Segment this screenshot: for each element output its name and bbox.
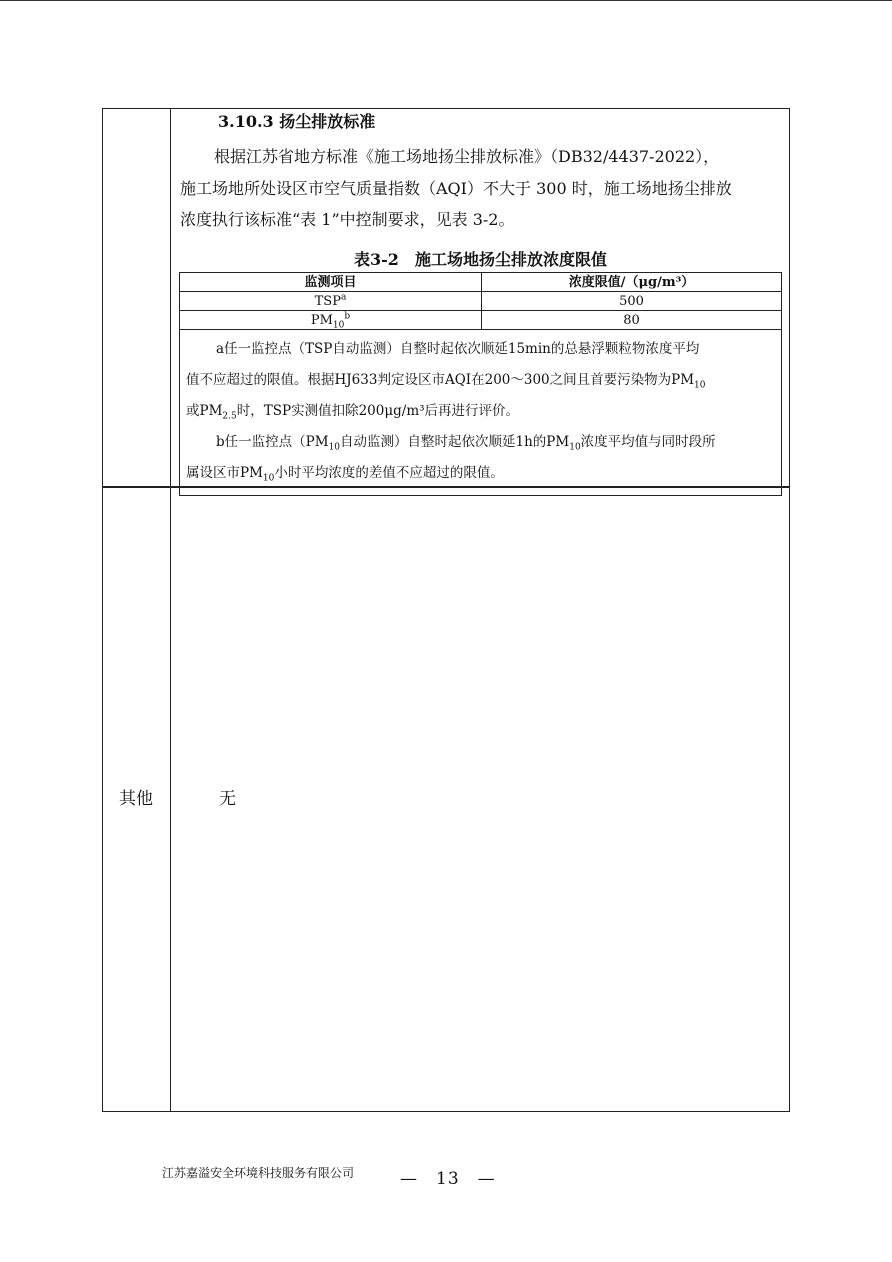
table-row <box>180 311 782 330</box>
column-divider <box>170 108 171 1112</box>
note-line: 值不应超过的限值。根据HJ633判定设区市AQI在200～300之间且首要污染物为$PM_{10}$ <box>186 372 706 391</box>
top-border-line <box>0 0 892 1</box>
paragraph-line: 浓度执行该标准“表 1”中控制要求，见表 3-2。 <box>180 210 515 229</box>
paragraph-line: 根据江苏省地方标准《施工场地扬尘排放标准》（DB32/4437-2022）， <box>214 147 720 166</box>
header-concentration-limit: 浓度限值/（μg/m³） <box>482 273 782 292</box>
table-header-row <box>180 273 782 292</box>
cell-item: $PM_{10}^b$ <box>180 311 482 330</box>
note-line: a任一监控点（TSP自动监测）自整时起依次顺延15min的总悬浮颗粒物浓度平均 <box>216 341 700 357</box>
cell-value: 500 <box>482 292 782 311</box>
other-label: 其他 <box>119 789 153 809</box>
note-line: 属设区市$PM_{10}$小时平均浓度的差值不应超过的限值。 <box>186 465 504 484</box>
table-notes-row <box>180 330 782 496</box>
table-caption: 表3-2 施工场地扬尘排放浓度限值 <box>354 250 607 269</box>
note-line: b任一监控点（$PM_{10}$自动监测）自整时起依次顺延1h的$PM_{10}$浓度平均值与同时段所 <box>216 434 716 453</box>
header-monitoring-item: 监测项目 <box>180 273 482 292</box>
table-notes <box>180 330 782 496</box>
table-row <box>180 292 782 311</box>
section-paragraph <box>180 141 783 236</box>
other-content: 无 <box>219 789 236 809</box>
cell-value: 80 <box>482 311 782 330</box>
page-number: — 13 — <box>400 1169 496 1189</box>
cell-item: TSP$^a$ <box>180 292 482 311</box>
dust-limit-table <box>179 272 782 496</box>
footer-company: 江苏嘉溢安全环境科技服务有限公司 <box>162 1166 355 1180</box>
note-line: 或$PM_{2.5}$时，TSP实测值扣除200μg/m³后再进行评价。 <box>186 403 520 422</box>
section-heading: 3.10.3 扬尘排放标准 <box>218 112 376 131</box>
paragraph-line: 施工场地所处设区市空气质量指数（AQI）不大于 300 时，施工场地扬尘排放 <box>180 178 732 198</box>
